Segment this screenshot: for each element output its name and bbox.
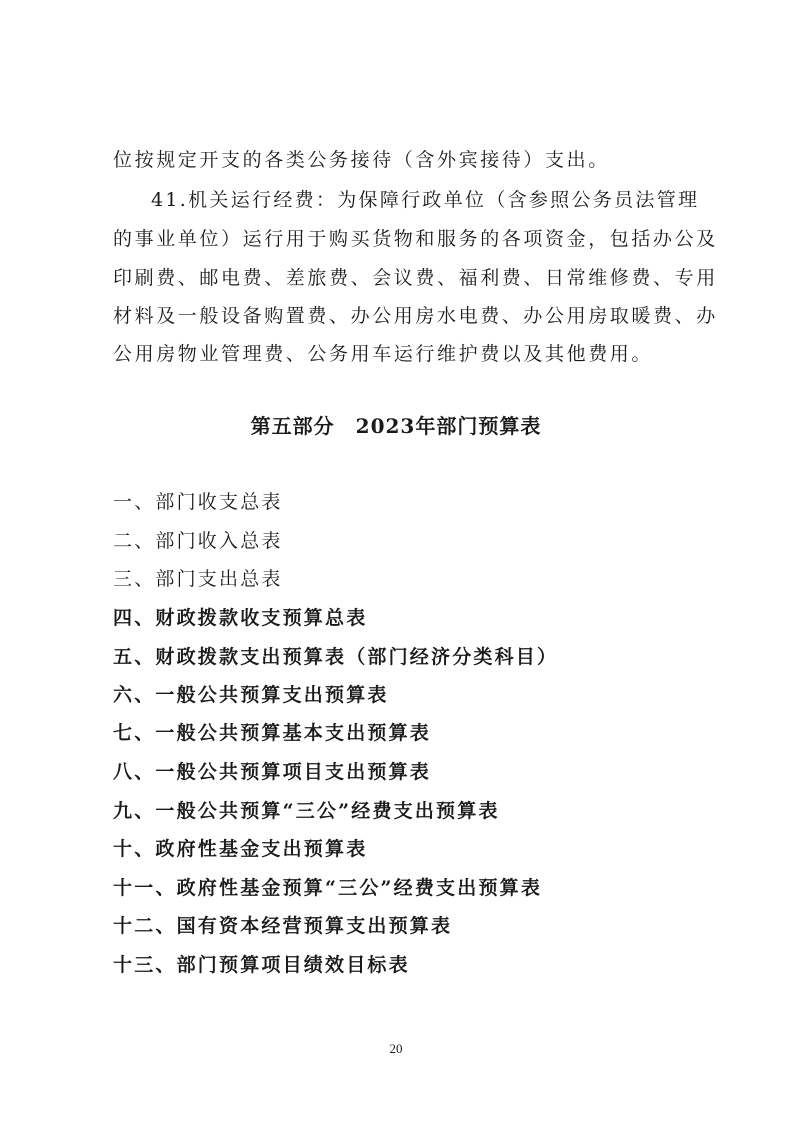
toc-item: 十二、国有资本经营预算支出预算表 — [113, 915, 453, 937]
section-title: 第五部分 2023年部门预算表 — [250, 414, 542, 438]
paragraph-line: 印刷费、邮电费、差旅费、会议费、福利费、日常维修费、专用 — [113, 267, 718, 289]
toc-item: 八、一般公共预算项目支出预算表 — [113, 761, 432, 783]
toc-item: 四、财政拨款收支预算总表 — [113, 607, 368, 629]
toc-item: 十三、部门预算项目绩效目标表 — [113, 954, 410, 976]
paragraph-line: 材料及一般设备购置费、办公用房水电费、办公用房取暖费、办 — [113, 305, 718, 327]
toc-item: 十、政府性基金支出预算表 — [113, 838, 368, 860]
toc-item: 九、一般公共预算“三公”经费支出预算表 — [113, 800, 500, 822]
toc-item: 一、部门收支总表 — [113, 491, 283, 513]
paragraph-line: 公用房物业管理费、公务用车运行维护费以及其他费用。 — [113, 343, 654, 365]
toc-item: 十一、政府性基金预算“三公”经费支出预算表 — [113, 877, 543, 899]
paragraph-line: 41.机关运行经费：为保障行政单位（含参照公务员法管理 — [151, 189, 700, 211]
toc-item: 六、一般公共预算支出预算表 — [113, 684, 389, 706]
toc-item: 七、一般公共预算基本支出预算表 — [113, 722, 432, 744]
page-number: 20 — [389, 1041, 403, 1056]
paragraph-line: 的事业单位）运行用于购买货物和服务的各项资金，包括办公及 — [113, 228, 718, 250]
paragraph-line: 位按规定开支的各类公务接待（含外宾接待）支出。 — [113, 149, 610, 171]
toc-item: 二、部门收入总表 — [113, 530, 283, 552]
toc-item: 五、财政拨款支出预算表（部门经济分类科目） — [113, 646, 559, 668]
toc-item: 三、部门支出总表 — [113, 568, 283, 590]
